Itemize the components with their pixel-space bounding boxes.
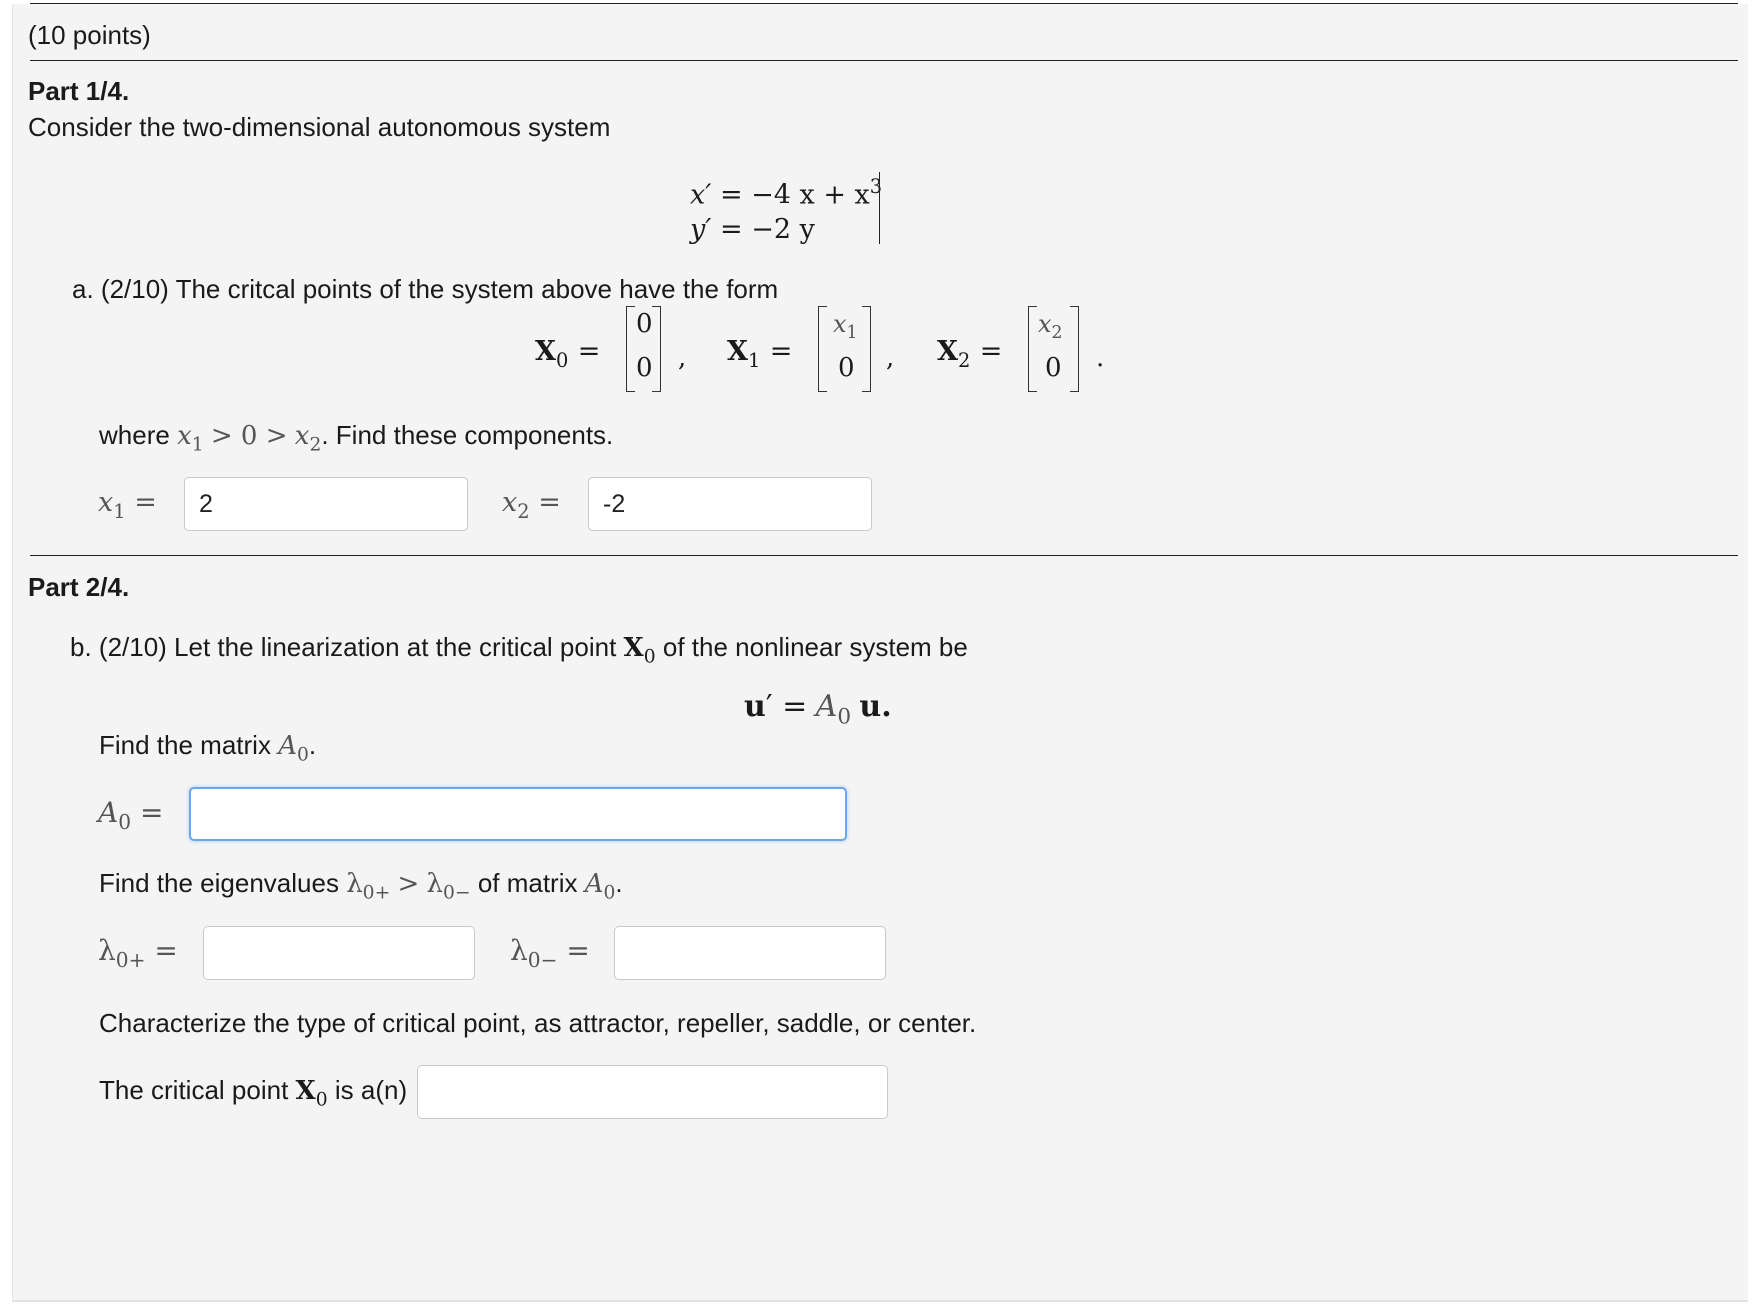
vec1-right-bracket — [862, 306, 871, 392]
lambda-minus-input[interactable] — [614, 926, 886, 980]
part1-intro: Consider the two-dimensional autonomous system — [28, 112, 611, 142]
A0-input[interactable] — [189, 787, 847, 841]
vec0-right-bracket — [652, 306, 661, 392]
vec0-bottom: 0 — [636, 353, 653, 383]
divider — [30, 60, 1738, 61]
question-b: b. (2/10) Let the linearization at the critical point $X_0$ of the nonlinear system be — [70, 632, 968, 668]
vec2-right-bracket — [1070, 306, 1079, 392]
critical-point-text: The critical point $X_0$ is a(n) — [99, 1075, 408, 1111]
lambda-minus-label: $\lambda_{0-}$ = — [510, 934, 590, 973]
X1-label: $X_1$ = — [727, 336, 793, 372]
find-matrix-text: Find the matrix $A_0$. — [99, 730, 317, 766]
equation-y: y′ = −2 y — [690, 214, 815, 245]
comma-2: , — [886, 343, 895, 373]
part1-title: Part 1/4. — [28, 76, 130, 106]
vec2-bottom: 0 — [1045, 353, 1062, 383]
comma-1: , — [678, 343, 687, 373]
vec0-top: 0 — [636, 309, 653, 339]
critical-point-input[interactable] — [417, 1065, 888, 1119]
A0-label: $A_0$ = — [98, 796, 164, 835]
equation-x: x′ = −4 $x + x^3$ — [690, 175, 883, 211]
X2-label: $X_2$ = — [937, 336, 1003, 372]
period: . — [1096, 343, 1105, 373]
x2-var-label: $x_2$ = — [502, 487, 561, 523]
where-text: where $x_1 > 0 > x_2$. Find these components. — [99, 420, 614, 456]
lambda-plus-label: $\lambda_{0+}$ = — [98, 934, 178, 973]
x2-input[interactable]: -2 — [588, 477, 872, 531]
top-rule — [30, 3, 1738, 4]
vec2-left-bracket — [1028, 306, 1037, 392]
linearization-equation: $u' = A_0$ u. — [744, 689, 892, 730]
x1-input[interactable]: 2 — [184, 477, 468, 531]
X0-label: $X_0$ = — [535, 336, 601, 372]
vec0-left-bracket — [626, 306, 635, 392]
vec1-top: $x_1$ — [833, 310, 858, 344]
characterize-text: Characterize the type of critical point, as attractor, repeller, saddle, or center. — [99, 1008, 977, 1038]
divider — [30, 555, 1738, 556]
vec1-bottom: 0 — [838, 353, 855, 383]
question-a: a. (2/10) The critcal points of the system above have the form — [72, 274, 779, 304]
eigenvalues-text: Find the eigenvalues $\lambda_{0+} > \lambda_{0-}$ of matrix $A_0$. — [99, 868, 623, 904]
x1-var-label: $x_1$ = — [98, 487, 157, 523]
vec2-top: $x_2$ — [1038, 310, 1063, 344]
part2-title: Part 2/4. — [28, 572, 130, 602]
points-label: (10 points) — [28, 20, 151, 50]
system-bar — [879, 172, 880, 244]
vec1-left-bracket — [818, 306, 827, 392]
lambda-plus-input[interactable] — [203, 926, 475, 980]
